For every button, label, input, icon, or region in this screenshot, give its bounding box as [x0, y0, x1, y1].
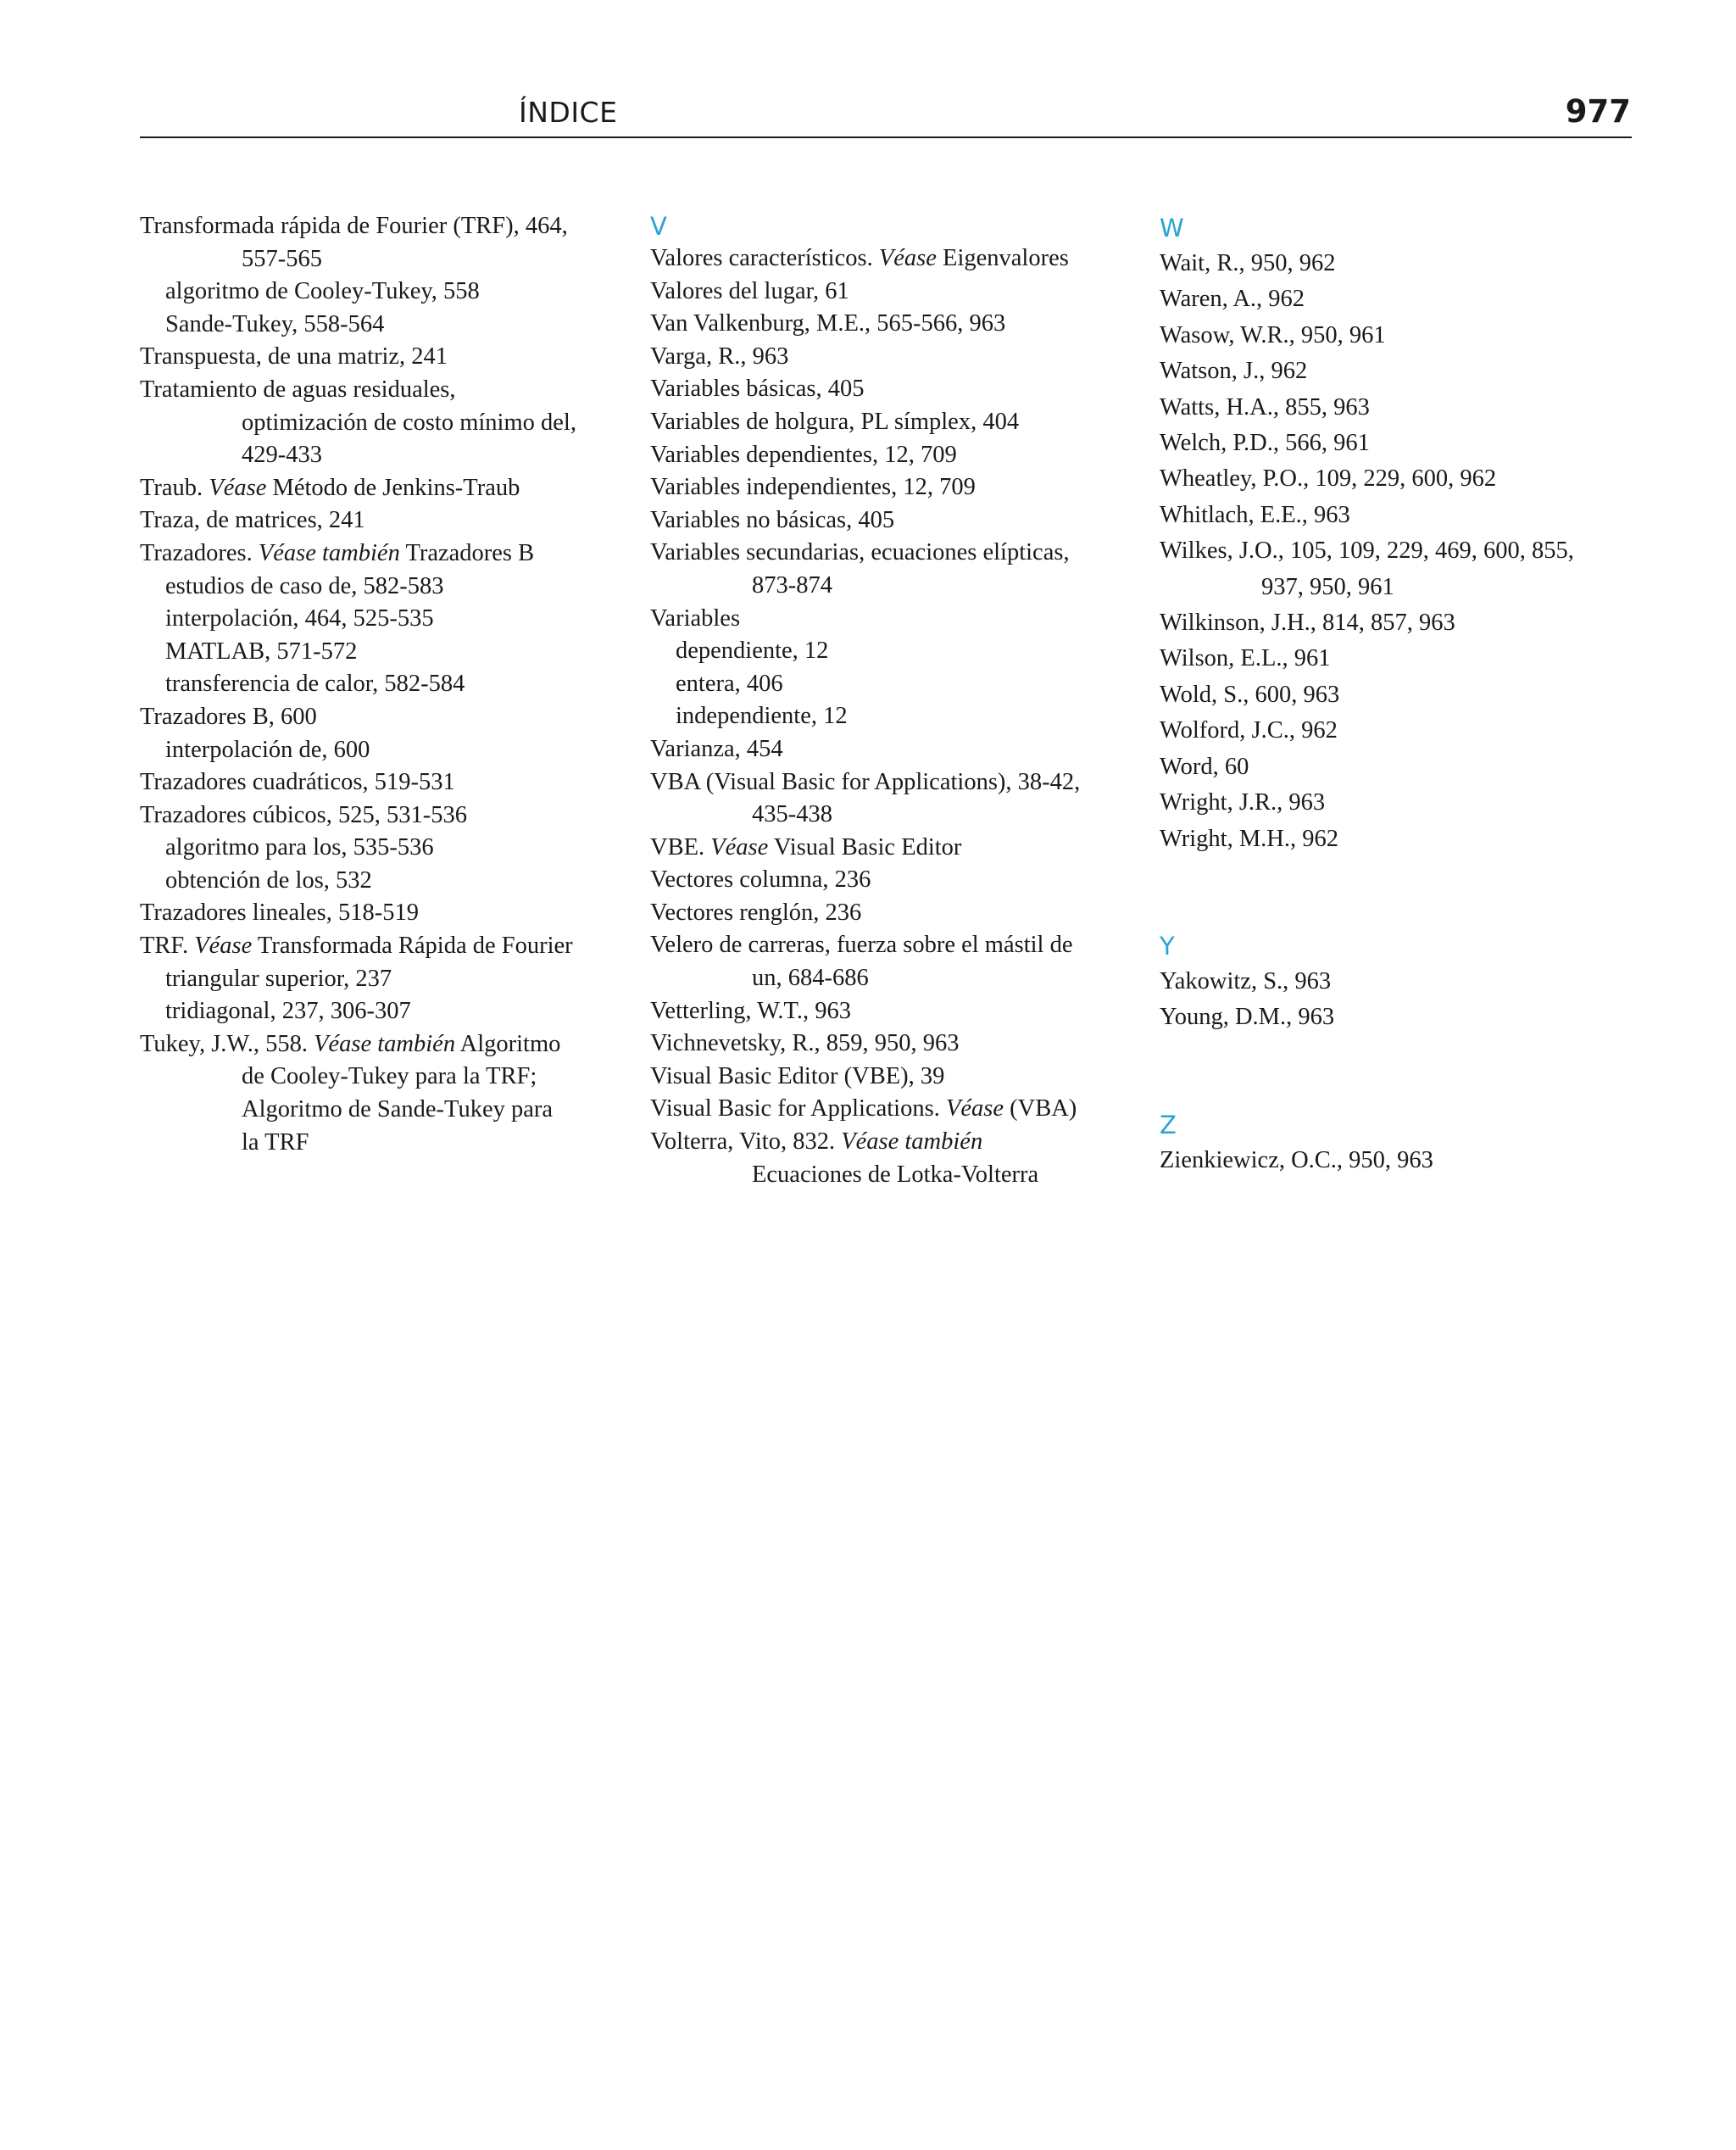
index-subentry: tridiagonal, 237, 306-307: [165, 998, 411, 1025]
index-entry: Variables de holgura, PL símplex, 404: [650, 408, 1020, 435]
index-entry: Wasow, W.R., 950, 961: [1160, 321, 1386, 348]
see-reference: Véase: [194, 933, 253, 960]
entry-text: Tukey, J.W., 558.: [140, 1030, 314, 1057]
index-entry: Tratamiento de aguas residuales,: [140, 376, 456, 403]
index-entry: [650, 242, 1133, 276]
index-entry-continuation: de Cooley-Tukey para la TRF;: [242, 1063, 537, 1090]
index-subentry: transferencia de calor, 582-584: [165, 671, 465, 698]
index-entry: [650, 832, 1133, 865]
index-entry: [140, 930, 615, 963]
index-subentry: interpolación, 464, 525-535: [165, 605, 434, 632]
entry-text: Valores característicos.: [650, 245, 879, 271]
index-entry: Word, 60: [1160, 753, 1249, 780]
index-entry: Welch, P.D., 566, 961: [1160, 430, 1370, 457]
index-entry: Wright, M.H., 962: [1160, 825, 1339, 852]
see-also-reference: Véase también: [258, 539, 400, 566]
index-subentry: independiente, 12: [676, 703, 848, 730]
entry-text: Visual Basic for Applications.: [650, 1095, 946, 1122]
index-entry: Trazadores cuadráticos, 519-531: [140, 769, 455, 796]
index-entry-continuation: Ecuaciones de Lotka-Volterra: [752, 1161, 1039, 1188]
index-entry-continuation: un, 684-686: [752, 965, 869, 992]
entry-text: VBE.: [650, 833, 711, 861]
entry-text: Algoritmo: [455, 1030, 561, 1057]
see-also-reference: Véase también: [841, 1128, 983, 1156]
index-entry: Watson, J., 962: [1160, 358, 1308, 385]
index-entry: Valores del lugar, 61: [650, 277, 849, 304]
section-letter-z: Z: [1160, 1110, 1177, 1139]
index-entry: Vectores columna, 236: [650, 866, 871, 894]
index-entry: VBA (Visual Basic for Applications), 38-42,: [650, 768, 1081, 795]
index-entry: Van Valkenburg, M.E., 565-566, 963: [650, 310, 1006, 337]
index-subentry: estudios de caso de, 582-583: [165, 572, 444, 599]
index-entry: Vetterling, W.T., 963: [650, 997, 851, 1024]
index-entry-continuation: 873-874: [752, 571, 832, 599]
index-entry: Trazadores cúbicos, 525, 531-536: [140, 801, 468, 828]
index-entry: Transformada rápida de Fourier (TRF), 464,: [140, 213, 568, 239]
entry-text: Método de Jenkins-Traub: [266, 474, 520, 501]
index-entry: Yakowitz, S., 963: [1160, 967, 1332, 994]
see-reference: Véase: [945, 1095, 1004, 1122]
running-header-title: ÍNDICE: [519, 96, 618, 129]
index-entry: Whitlach, E.E., 963: [1160, 501, 1350, 528]
entry-text: Transformada Rápida de Fourier: [252, 933, 573, 960]
index-entry: [140, 538, 615, 571]
see-reference: Véase: [209, 474, 267, 501]
entry-text: (VBA): [1004, 1095, 1077, 1122]
section-gap: [1160, 1036, 1634, 1107]
index-subentry: Sande-Tukey, 558-564: [165, 310, 385, 337]
entry-text: Traub.: [140, 474, 209, 501]
header-rule: [140, 136, 1632, 138]
entry-text: Eigenvalores: [936, 245, 1069, 271]
index-entry: Wold, S., 600, 963: [1160, 681, 1340, 708]
index-subentry: dependiente, 12: [676, 638, 829, 665]
index-subentry: MATLAB, 571-572: [165, 638, 358, 665]
see-reference: Véase: [878, 245, 937, 271]
index-entry: Vichnevetsky, R., 859, 950, 963: [650, 1030, 960, 1057]
index-column-1: [140, 210, 615, 1159]
entry-text: Trazadores B: [399, 539, 535, 566]
index-entry: Visual Basic Editor (VBE), 39: [650, 1062, 945, 1089]
index-entry: Trazadores lineales, 518-519: [140, 900, 419, 927]
index-entry: Wheatley, P.O., 109, 229, 600, 962: [1160, 465, 1497, 493]
index-entry: [650, 1093, 1133, 1126]
index-entry-continuation: optimización de costo mínimo del,: [242, 409, 576, 436]
index-entry: Vectores renglón, 236: [650, 899, 862, 926]
entry-text: Trazadores.: [140, 539, 259, 566]
index-entry-continuation: 937, 950, 961: [1261, 573, 1394, 600]
index-entry: Variables secundarias, ecuaciones elípticas,: [650, 539, 1070, 566]
index-entry: Variables dependientes, 12, 709: [650, 441, 957, 468]
index-entry-continuation: Algoritmo de Sande-Tukey para: [242, 1096, 554, 1123]
index-entry: Wilkes, J.O., 105, 109, 229, 469, 600, 855,: [1160, 538, 1574, 565]
page-number: 977: [1565, 93, 1631, 130]
index-entry: Trazadores B, 600: [140, 703, 317, 730]
index-entry: Transpuesta, de una matriz, 241: [140, 343, 448, 370]
entry-text: TRF.: [140, 933, 195, 960]
index-entry: Variables: [650, 604, 741, 632]
index-entry-continuation: 429-433: [242, 442, 322, 469]
index-entry: Wilkinson, J.H., 814, 857, 963: [1160, 610, 1455, 637]
index-entry-continuation: 435-438: [752, 801, 832, 828]
index-entry: Traza, de matrices, 241: [140, 507, 365, 534]
index-entry: Wolford, J.C., 962: [1160, 717, 1338, 744]
index-entry: Waren, A., 962: [1160, 286, 1305, 313]
entry-text: Volterra, Vito, 832.: [650, 1128, 842, 1156]
see-also-reference: Véase también: [314, 1030, 456, 1057]
index-subentry: algoritmo de Cooley-Tukey, 558: [165, 278, 480, 305]
section-letter-v: V: [650, 212, 667, 241]
section-gap: [1160, 857, 1634, 928]
index-entry: Variables independientes, 12, 709: [650, 474, 976, 501]
index-entry: Velero de carreras, fuerza sobre el mástil de: [650, 932, 1073, 959]
index-entry-continuation: la TRF: [242, 1128, 309, 1156]
see-reference: Véase: [710, 833, 769, 861]
section-letter-y: Y: [1160, 931, 1175, 961]
index-entry: Wilson, E.L., 961: [1160, 645, 1331, 672]
index-entry: Watts, H.A., 855, 963: [1160, 393, 1370, 421]
index-subentry: obtención de los, 532: [165, 866, 372, 894]
index-entry: Varianza, 454: [650, 735, 783, 762]
index-entry: Young, D.M., 963: [1160, 1004, 1335, 1031]
index-subentry: interpolación de, 600: [165, 736, 370, 763]
index-column-3: [1160, 210, 1634, 1178]
entry-text: Visual Basic Editor: [768, 833, 962, 861]
index-entry: [140, 1028, 615, 1061]
index-subentry: triangular superior, 237: [165, 965, 392, 992]
index-entry: [140, 472, 615, 505]
index-subentry: entera, 406: [676, 670, 783, 697]
index-subentry: algoritmo para los, 535-536: [165, 834, 434, 861]
section-letter-w: W: [1160, 214, 1184, 242]
index-entry: Zienkiewicz, O.C., 950, 963: [1160, 1146, 1433, 1173]
index-entry: Varga, R., 963: [650, 343, 789, 370]
index-entry: Wright, J.R., 963: [1160, 789, 1326, 816]
index-column-2: [650, 210, 1133, 1191]
index-entry: [650, 1126, 1133, 1159]
index-entry-continuation: 557-565: [242, 245, 322, 272]
index-entry: Wait, R., 950, 962: [1160, 250, 1336, 276]
index-entry: Variables no básicas, 405: [650, 506, 895, 533]
index-entry: Variables básicas, 405: [650, 376, 865, 403]
